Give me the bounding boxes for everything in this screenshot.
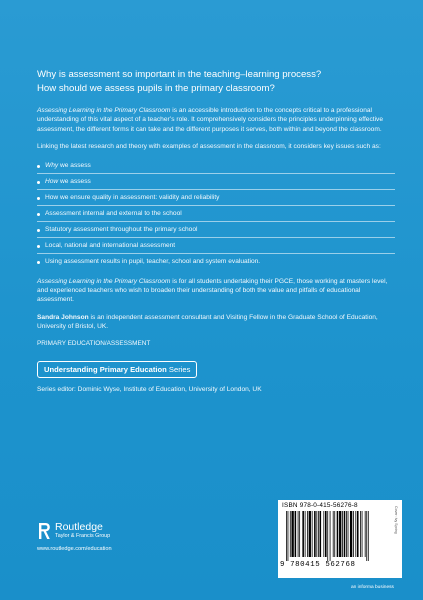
series-suffix: Series xyxy=(166,364,191,374)
audience-book-title: Assessing Learning in the Primary Classroom xyxy=(37,277,171,285)
cover-copy xyxy=(37,68,395,393)
headline-line-2: How should we assess pupils in the primary classroom? xyxy=(37,83,275,94)
audience-text: is for all students undertaking their PGCE, those working at masters level, and experienced teachers who wish to broaden their understanding of both the value and pitfalls of educational assessment. xyxy=(37,277,388,304)
list-item: Assessment internal and external to the school xyxy=(37,206,395,222)
intro-paragraph xyxy=(37,106,395,134)
series-badge xyxy=(37,361,197,378)
audience-paragraph xyxy=(37,277,395,305)
list-item: How we ensure quality in assessment: validity and reliability xyxy=(37,190,395,206)
barcode-digits: 9 780415 562768 xyxy=(280,561,356,569)
barcode-panel xyxy=(278,500,402,578)
list-item: Why we assess xyxy=(37,158,395,174)
cover-credit: Cover: Ivy Spring xyxy=(394,506,398,534)
publisher-url: www.routledge.com/education xyxy=(37,546,112,552)
list-item: Statutory assessment throughout the primary school xyxy=(37,222,395,238)
intro-text: is an accessible introduction to the concepts critical to a professional understanding of this vital aspect of a teacher’s role. It comprehensively considers the principles underpinning effective assessment, the different forms it can take and the different purposes it serves, both within and beyond the classroom. xyxy=(37,107,384,133)
publisher-name: Routledge xyxy=(55,521,103,533)
intro-book-title: Assessing Learning in the Primary Classroom xyxy=(37,107,171,114)
author-bio xyxy=(37,313,395,332)
routledge-logo-icon xyxy=(37,522,51,540)
list-item: Local, national and international assessment xyxy=(37,238,395,254)
publisher-logo-area xyxy=(37,522,187,552)
author-text: is an independent assessment consultant and Visiting Fellow in the Graduate School of Education, University of Bristol, UK. xyxy=(37,313,378,331)
headline xyxy=(37,68,395,96)
headline-line-1: Why is assessment so important in the teaching–learning process? xyxy=(37,69,322,80)
publisher-group: Taylor & Francis Group xyxy=(55,533,111,539)
linking-paragraph: Linking the latest research and theory with examples of assessment in the classroom, it considers key issues such as: xyxy=(37,143,381,151)
barcode-image xyxy=(284,511,392,561)
list-item: How we assess xyxy=(37,174,395,190)
isbn-text: ISBN 978-0-415-56276-8 xyxy=(282,502,358,509)
key-issues-list xyxy=(37,158,395,269)
informa-tagline: an informa business xyxy=(351,585,394,590)
series-name: Understanding Primary Education xyxy=(44,364,167,374)
author-name: Sandra Johnson xyxy=(37,313,89,321)
subject-category: PRIMARY EDUCATION/ASSESSMENT xyxy=(37,339,151,347)
list-item: Using assessment results in pupil, teacher, school and system evaluation. xyxy=(37,254,395,269)
series-editor: Series editor: Dominic Wyse, Institute of Education, University of London, UK xyxy=(37,385,262,393)
publisher-logo xyxy=(37,522,187,540)
